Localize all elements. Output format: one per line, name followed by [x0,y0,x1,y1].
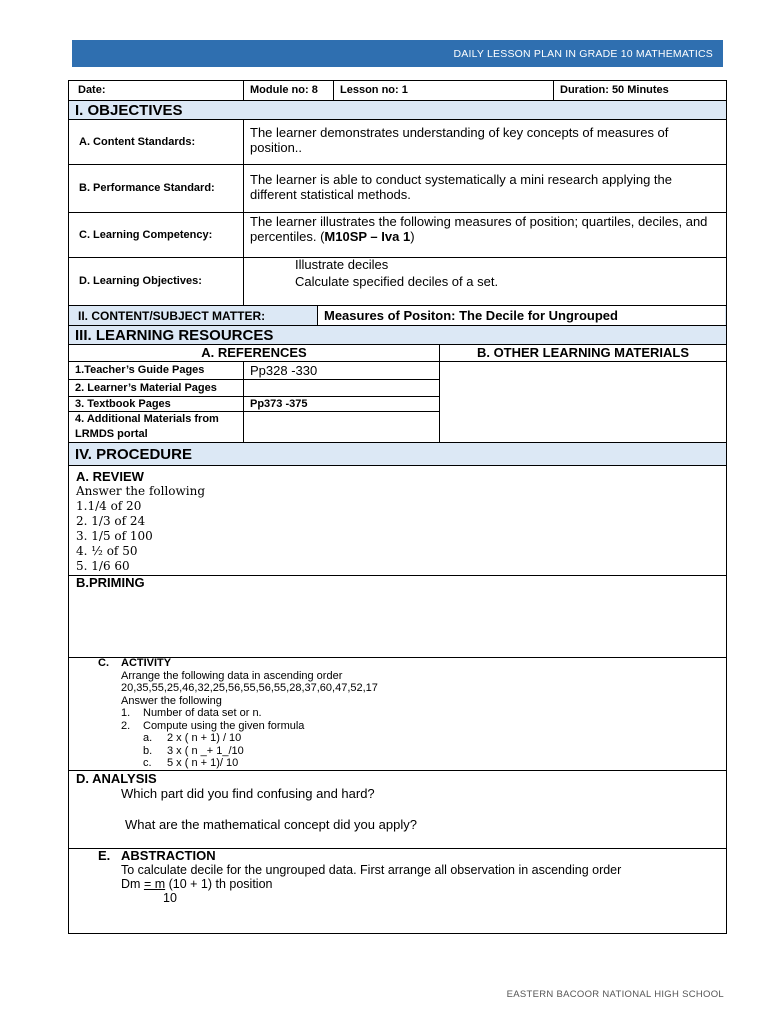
school-footer: EASTERN BACOOR NATIONAL HIGH SCHOOL [506,989,724,1000]
duration-field: Duration: 50 Minutes [560,84,669,96]
activity-sub-b [121,745,721,758]
competency-code: M10SP – Iva 1 [324,229,411,244]
review-intro: Answer the following [76,484,206,498]
learning-objective-2: Calculate specified deciles of a set. [295,274,499,289]
abstraction-text: To calculate decile for the ungrouped data. First arrange all observation in ascending order [121,863,622,877]
activity-step-2 [121,720,721,733]
activity-step-1 [121,707,721,720]
priming-title: B.PRIMING [76,575,145,590]
competency-close: ) [410,229,415,244]
content-standards-label: A. Content Standards: [79,135,196,148]
analysis-question-1: Which part did you find confusing and hard? [121,786,375,801]
review-item: 5. 1/6 60 [76,559,130,573]
step-text: Number of data set or n. [143,707,262,719]
content-subject-label: II. CONTENT/SUBJECT MATTER: [78,308,266,323]
competency-text: The learner illustrates the following measures of position; quartiles, deciles, and percentiles. ( [250,214,708,244]
module-field: Module no: 8 [250,84,318,96]
step-number: 1. [121,707,131,719]
formula-rest: (10 + 1) th position [168,877,273,891]
references-header: A. REFERENCES [201,345,307,360]
analysis-question-2: What are the mathematical concept did you apply? [125,817,417,832]
resource-value-additional [250,412,438,442]
resource-label-teachers-guide: 1.Teacher’s Guide Pages [75,364,205,376]
review-title: A. REVIEW [76,469,144,484]
sub-value: 2 x ( n + 1) / 10 [167,732,242,744]
learning-objectives-label: D. Learning Objectives: [79,275,202,287]
date-field: Date: [78,84,106,96]
activity-title: ACTIVITY [121,657,172,669]
resource-value-learners-material [250,379,438,396]
procedure-heading: IV. PROCEDURE [69,443,726,465]
review-section [76,469,716,574]
review-item: 3. 1/5 of 100 [76,529,153,543]
abstraction-title: ABSTRACTION [121,848,216,863]
document-banner [72,40,723,67]
learning-competency-text [244,210,726,255]
learning-objectives-list [295,256,715,290]
step-text: Compute using the given formula [143,719,305,732]
resource-value-teachers-guide: Pp328 -330 [250,362,318,378]
activity-line: Answer the following [121,694,222,707]
resource-value-textbook: Pp373 -375 [250,397,308,410]
sub-key: c. [143,757,152,769]
other-materials-header: B. OTHER LEARNING MATERIALS [476,345,690,360]
formula-dm: Dm [121,877,141,891]
banner-title: DAILY LESSON PLAN IN GRADE 10 MATHEMATICS [453,47,713,60]
review-item: 1.1/4 of 20 [76,499,142,513]
resources-heading: III. LEARNING RESOURCES [69,326,726,344]
learning-objective-1: Illustrate deciles [295,257,389,272]
performance-standard-text: The learner is able to conduct systematically a mini research applying the different statistical methods. [250,172,672,202]
sub-key: b. [143,744,153,757]
review-item: 2. 1/3 of 24 [76,514,146,528]
abstraction-letter: E. [98,848,111,863]
formula-numerator: = m [143,877,166,891]
sub-key: a. [143,732,153,744]
activity-sub-c [121,757,721,770]
decile-formula [121,877,273,891]
performance-standard-label: B. Performance Standard: [79,182,215,194]
sub-value: 3 x ( n _+ 1_/10 [167,744,244,757]
resource-label-learners-material: 2. Learner’s Material Pages [75,381,217,394]
activity-letter: C. [98,657,109,669]
resource-label-textbook: 3. Textbook Pages [75,397,171,410]
formula-denominator: 10 [163,891,177,905]
step-number: 2. [121,719,131,732]
objectives-heading: I. OBJECTIVES [69,101,726,119]
analysis-title: D. ANALYSIS [76,771,157,786]
activity-section [121,657,721,770]
activity-line: Arrange the following data in ascending order [121,669,343,682]
content-subject-value: Measures of Positon: The Decile for Ungrouped [318,306,725,325]
review-item: 4. ½ of 50 [76,544,138,558]
activity-data: 20,35,55,25,46,32,25,56,55,56,55,28,37,60,47,52,17 [121,682,378,694]
activity-sub-a [121,732,721,745]
learning-competency-label: C. Learning Competency: [79,228,213,241]
resource-label-additional: 4. Additional Materials from LRMDS portal [75,413,219,440]
lesson-field: Lesson no: 1 [340,84,408,96]
content-standards-text: The learner demonstrates understanding of key concepts of measures of position.. [250,125,669,155]
sub-value: 5 x ( n + 1)/ 10 [167,757,239,769]
